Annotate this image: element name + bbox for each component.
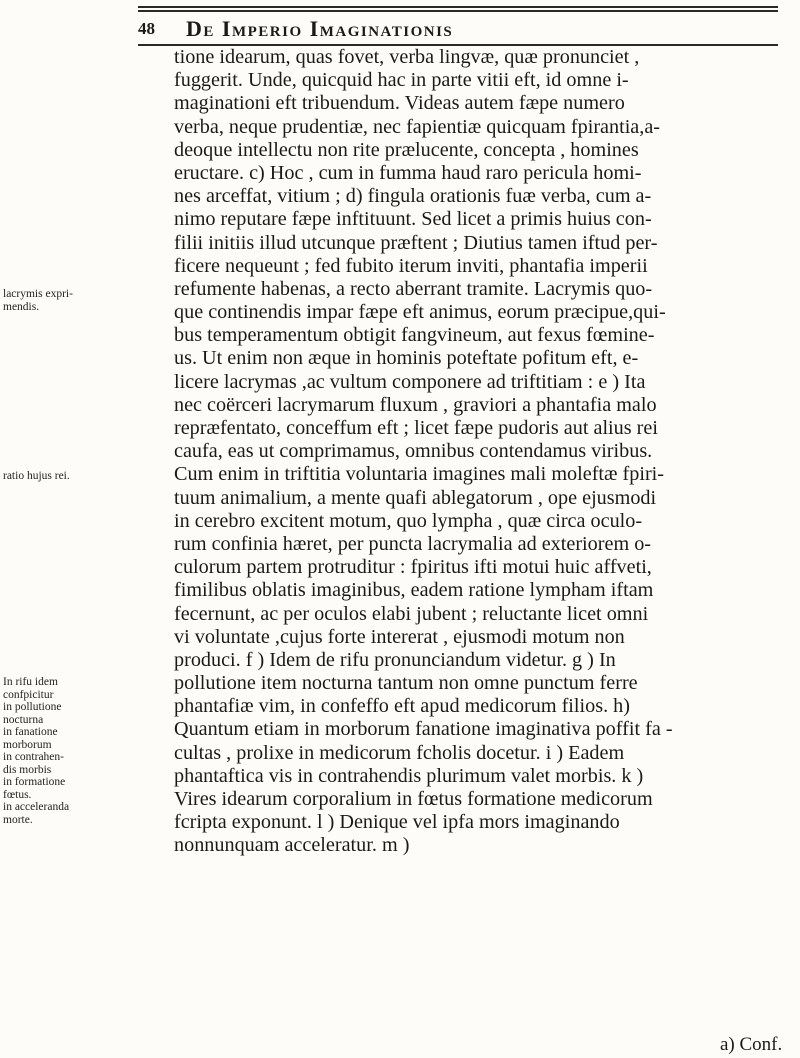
margin-gloss-lacrymis: [3, 288, 73, 313]
text-line: phantaftica vis in contrahendis plurimum valet morbis. k ): [174, 764, 644, 787]
text-line: verba, neque prudentiæ, nec fapientiæ quicquam fpirantia,a-: [174, 115, 660, 138]
running-title: [186, 16, 453, 42]
text-line: nes arceffat, vitium ; d) fingula orationis fuæ verba, cum a-: [174, 185, 652, 208]
text-line: nec coërceri lacrymarum fluxum , graviori a phantafia malo: [174, 393, 657, 416]
text-line: que continendis impar fæpe eft animus, eorum præcipue,qui-: [174, 301, 666, 324]
margin-gloss-rifu: [3, 676, 69, 826]
text-line: culorum partem protruditur : fpiritus ifti motui huic affveti,: [174, 556, 652, 579]
body-text: [174, 46, 780, 858]
catchword: a) Conf.: [720, 1034, 783, 1055]
running-header: [138, 16, 778, 42]
text-line: fimilibus oblatis imaginibus, eadem ratione lympham iftam: [174, 579, 654, 602]
header-top-rule: [138, 6, 778, 8]
text-line: maginationi eft tribuendum. Videas autem fæpe numero: [174, 92, 625, 115]
text-line: refumente habenas, a recto aberrant tramite. Lacrymis quo-: [174, 277, 653, 300]
text-line: repræfentato, conceffum eft ; licet fæpe pudoris aut alius rei: [174, 417, 658, 439]
running-title-part-3: maginationis: [319, 16, 454, 41]
gloss-line: lacrymis expri-: [3, 288, 73, 300]
page-number: 48: [138, 19, 155, 38]
gloss-line: morte.: [3, 813, 33, 826]
gloss-line: in contrahen-: [3, 751, 64, 763]
running-title-initial-3: I: [309, 16, 320, 41]
text-line: produci. f ) Idem de rifu pronunciandum videtur. g ) In: [174, 648, 616, 671]
text-line: pollutione item nocturna tantum non omne punctum ferre: [174, 672, 638, 695]
text-line: vi voluntate ,cujus forte intererat , ejusmodi motum non: [174, 625, 625, 648]
gloss-line: confpicitur: [3, 688, 54, 701]
text-line: Quantum etiam in morborum fanatione imaginativa poffit fa -: [174, 718, 673, 741]
text-line: deoque intellectu non rite prælucente, concepta , homines: [174, 138, 639, 161]
gloss-line: fœtus.: [3, 788, 32, 801]
text-line: licere lacrymas ,ac vultum componere ad triftitiam : e ) Ita: [174, 370, 646, 393]
gloss-line: in pollutione: [3, 701, 62, 713]
gloss-line: In rifu idem: [3, 676, 58, 688]
text-line: Vires idearum corporalium in fœtus formatione medicorum: [174, 788, 653, 810]
running-title-initial-1: D: [186, 16, 204, 41]
text-line: ficere nequeunt ; fed fubito iterum inviti, phantafia imperii: [174, 254, 648, 277]
text-line: tione idearum, quas fovet, verba lingvæ, quæ pronunciet ,: [174, 46, 640, 68]
text-line: filii initiis illud utcunque præftent ; Diutius tamen iftud per-: [174, 231, 658, 254]
gloss-line: ratio hujus rei.: [3, 470, 70, 482]
margin-gloss-ratio: [3, 470, 70, 483]
text-line: nimo reputare fæpe inftituunt. Sed licet a primis huius con-: [174, 208, 652, 231]
text-line: rum confinia hæret, per puncta lacrymalia ad exteriorem o-: [174, 532, 652, 555]
gloss-line: morborum: [3, 738, 52, 751]
gloss-line: dis morbis: [3, 763, 52, 776]
gloss-line: mendis.: [3, 300, 40, 313]
gloss-line: in fanatione: [3, 726, 58, 738]
gloss-line: in acceleranda: [3, 801, 70, 813]
text-line: nonnunquam acceleratur. m ): [174, 834, 410, 857]
text-line: caufa, eas ut comprimamus, omnibus contendamus viribus.: [174, 440, 653, 463]
text-line: Cum enim in triftitia voluntaria imagines mali moleftæ fpiri-: [174, 463, 665, 486]
text-line: eructare. c) Hoc , cum in fumma haud raro pericula homi-: [174, 161, 642, 184]
text-line: phantafiæ vim, in confeffo eft apud medicorum filios. h): [174, 695, 630, 718]
gloss-line: nocturna: [3, 713, 44, 726]
text-line: bus temperamentum obtigit fangvineum, aut fexus fœmine-: [174, 324, 655, 347]
running-title-initial-2: I: [221, 16, 232, 41]
gloss-line: in formatione: [3, 776, 66, 788]
text-line: us. Ut enim non æque in hominis poteftate pofitum eft, e-: [174, 347, 639, 370]
text-line: fcripta exponunt. l ) Denique vel ipfa mors imaginando: [174, 811, 620, 834]
text-line: in cerebro excitent motum, quo lympha , quæ circa oculo-: [174, 509, 643, 532]
header-top-rule-inner: [138, 10, 778, 12]
running-title-part-1: e: [203, 16, 222, 41]
text-line: tuum animalium, a mente quafi ablegatorum , ope ejusmodi: [174, 486, 657, 509]
text-line: cultas , prolixe in medicorum fcholis docetur. i ) Eadem: [174, 741, 625, 764]
text-line: fuggerit. Unde, quicquid hac in parte vitii eft, id omne i-: [174, 69, 629, 92]
running-title-part-2: mperio: [231, 16, 310, 41]
text-line: fecernunt, ac per oculos elabi jubent ; reluctante licet omni: [174, 602, 649, 625]
